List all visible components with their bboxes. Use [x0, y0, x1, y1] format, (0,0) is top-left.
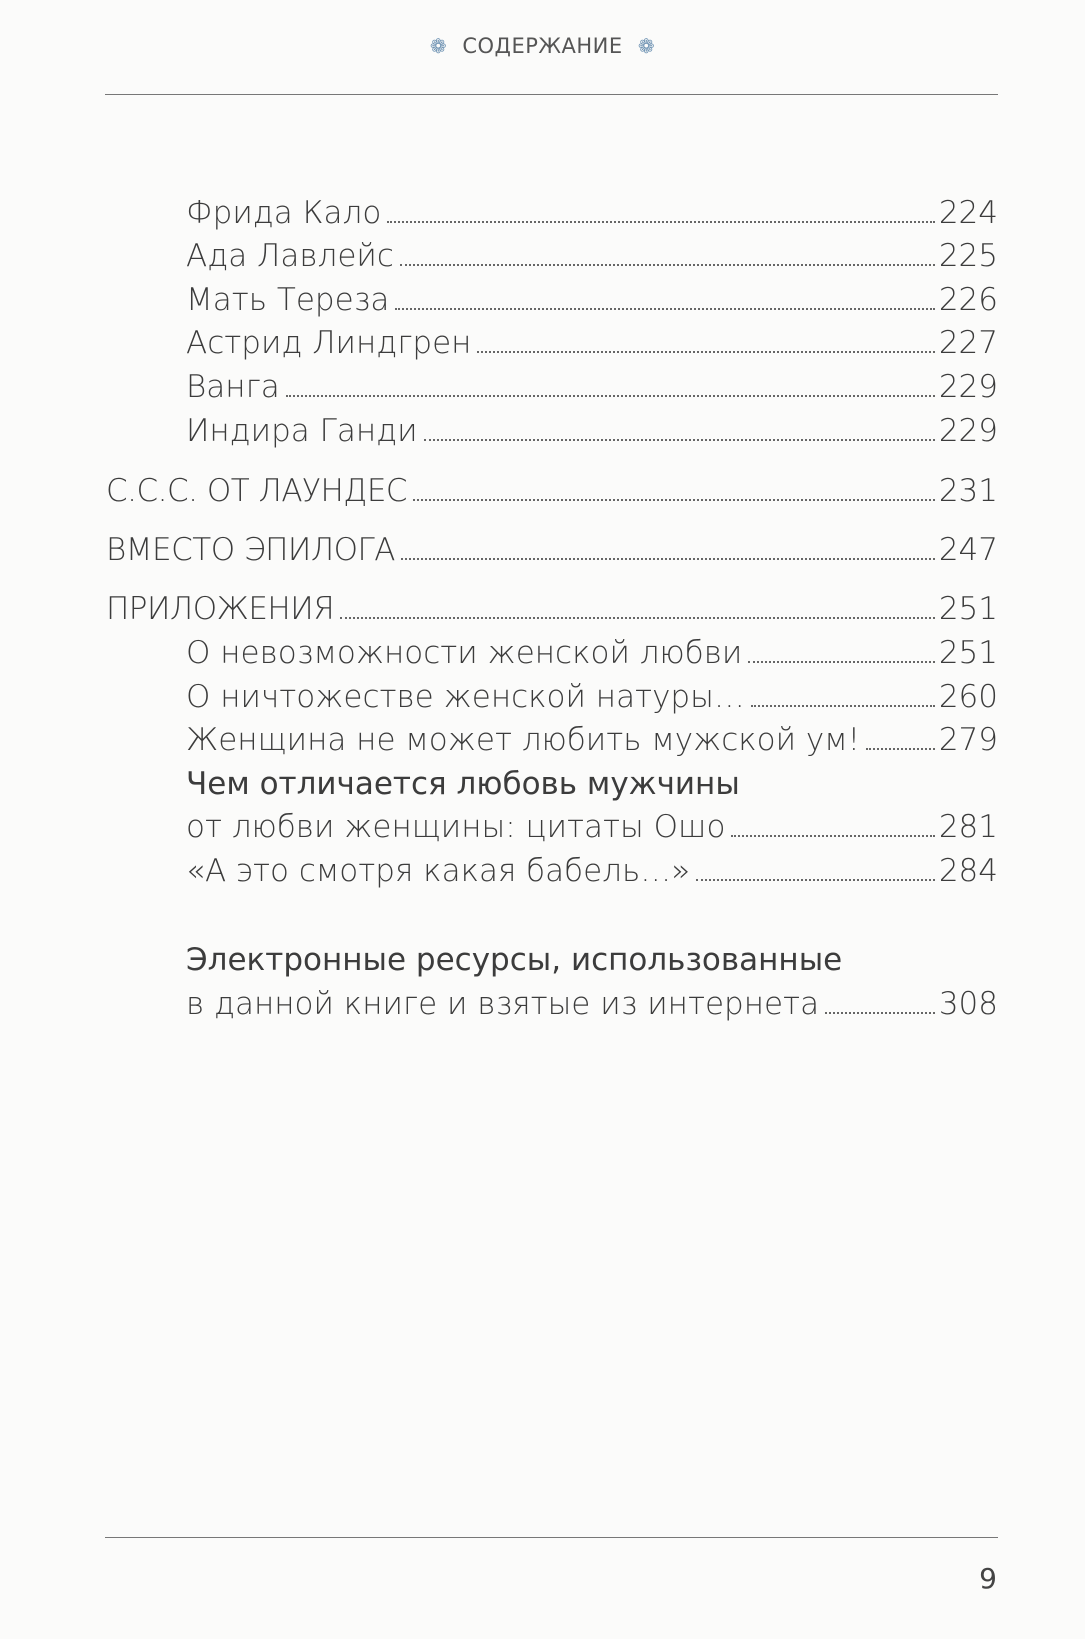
dot-leader [286, 395, 935, 397]
toc-entry-title: ПРИЛОЖЕНИЯ [106, 591, 335, 627]
toc-entry-title: Мать Тереза [186, 282, 390, 318]
toc-entry [106, 473, 998, 509]
running-header-title: СОДЕРЖАНИЕ [462, 34, 623, 58]
toc-entry-page: 308 [938, 986, 998, 1022]
toc-entry [186, 369, 998, 405]
toc-entry [186, 722, 998, 758]
dot-leader [731, 835, 934, 837]
ornament-right-icon: ❁ [637, 34, 656, 58]
toc-entry [186, 635, 998, 671]
toc-entry-title: Женщина не может любить мужской ум! [186, 722, 861, 758]
toc-entry-title: О ничтожестве женской натуры… [186, 679, 745, 715]
toc-entry-title: С.С.С. ОТ ЛАУНДЕС [106, 473, 408, 509]
toc-entry-title: Ванга [186, 369, 280, 405]
toc-entry-page: 229 [938, 369, 998, 405]
toc-entry-page: 281 [938, 809, 998, 845]
dot-leader [825, 1012, 935, 1014]
page-number: 9 [979, 1562, 997, 1595]
toc-entry-title: Ада Лавлейс [186, 238, 394, 274]
toc-entry [186, 986, 998, 1022]
toc-entry-page: 279 [938, 722, 998, 758]
toc-entry [186, 413, 998, 449]
toc-entry-title: Индира Ганди [186, 413, 418, 449]
toc-entry-page: 227 [938, 325, 998, 361]
header-rule [105, 94, 998, 95]
running-header [0, 34, 1085, 58]
toc-entry [186, 809, 998, 845]
toc-entry-title: Астрид Линдгрен [186, 325, 472, 361]
toc-entry-page: 251 [938, 635, 998, 671]
toc-entry-page: 225 [938, 238, 998, 274]
toc-entry [186, 325, 998, 361]
toc-entry-title: от любви женщины: цитаты Ошо [186, 809, 726, 845]
toc-entry [186, 238, 998, 274]
toc-entry-page: 247 [938, 532, 998, 568]
dot-leader [400, 264, 935, 266]
dot-leader [424, 439, 935, 441]
toc-entry-page: 229 [938, 413, 998, 449]
toc-entry-page: 231 [938, 473, 998, 509]
dot-leader [401, 558, 935, 560]
toc-entry-title: Фрида Кало [186, 195, 382, 231]
toc-entry-title: в данной книге и взятые из интернета [186, 986, 820, 1022]
toc-entry-title: О невозможности женской любви [186, 635, 743, 671]
dot-leader [696, 879, 935, 881]
toc-entry [106, 532, 998, 568]
dot-leader [395, 308, 934, 310]
toc-entry [186, 282, 998, 318]
toc-entry-title-line1: Чем отличается любовь мужчины [186, 766, 740, 802]
ornament-left-icon: ❁ [429, 34, 448, 58]
toc-entry [106, 591, 998, 627]
toc-entry [186, 853, 998, 889]
dot-leader [477, 351, 934, 353]
toc-entry-page: 251 [938, 591, 998, 627]
toc-entry-page: 226 [938, 282, 998, 318]
dot-leader [387, 221, 935, 223]
toc-entry-title-line1: Электронные ресурсы, использованные [186, 942, 843, 978]
toc-entry-page: 284 [938, 853, 998, 889]
dot-leader [866, 748, 935, 750]
toc-entry-page: 260 [938, 679, 998, 715]
toc-entry-page: 224 [938, 195, 998, 231]
footer-rule [105, 1537, 998, 1538]
dot-leader [340, 617, 935, 619]
toc-entry [186, 679, 998, 715]
dot-leader [413, 499, 935, 501]
toc-entry-title: ВМЕСТО ЭПИЛОГА [106, 532, 396, 568]
toc-entry [186, 195, 998, 231]
dot-leader [748, 661, 935, 663]
dot-leader [751, 705, 935, 707]
toc-entry-title: «А это смотря какая бабель…» [186, 853, 691, 889]
